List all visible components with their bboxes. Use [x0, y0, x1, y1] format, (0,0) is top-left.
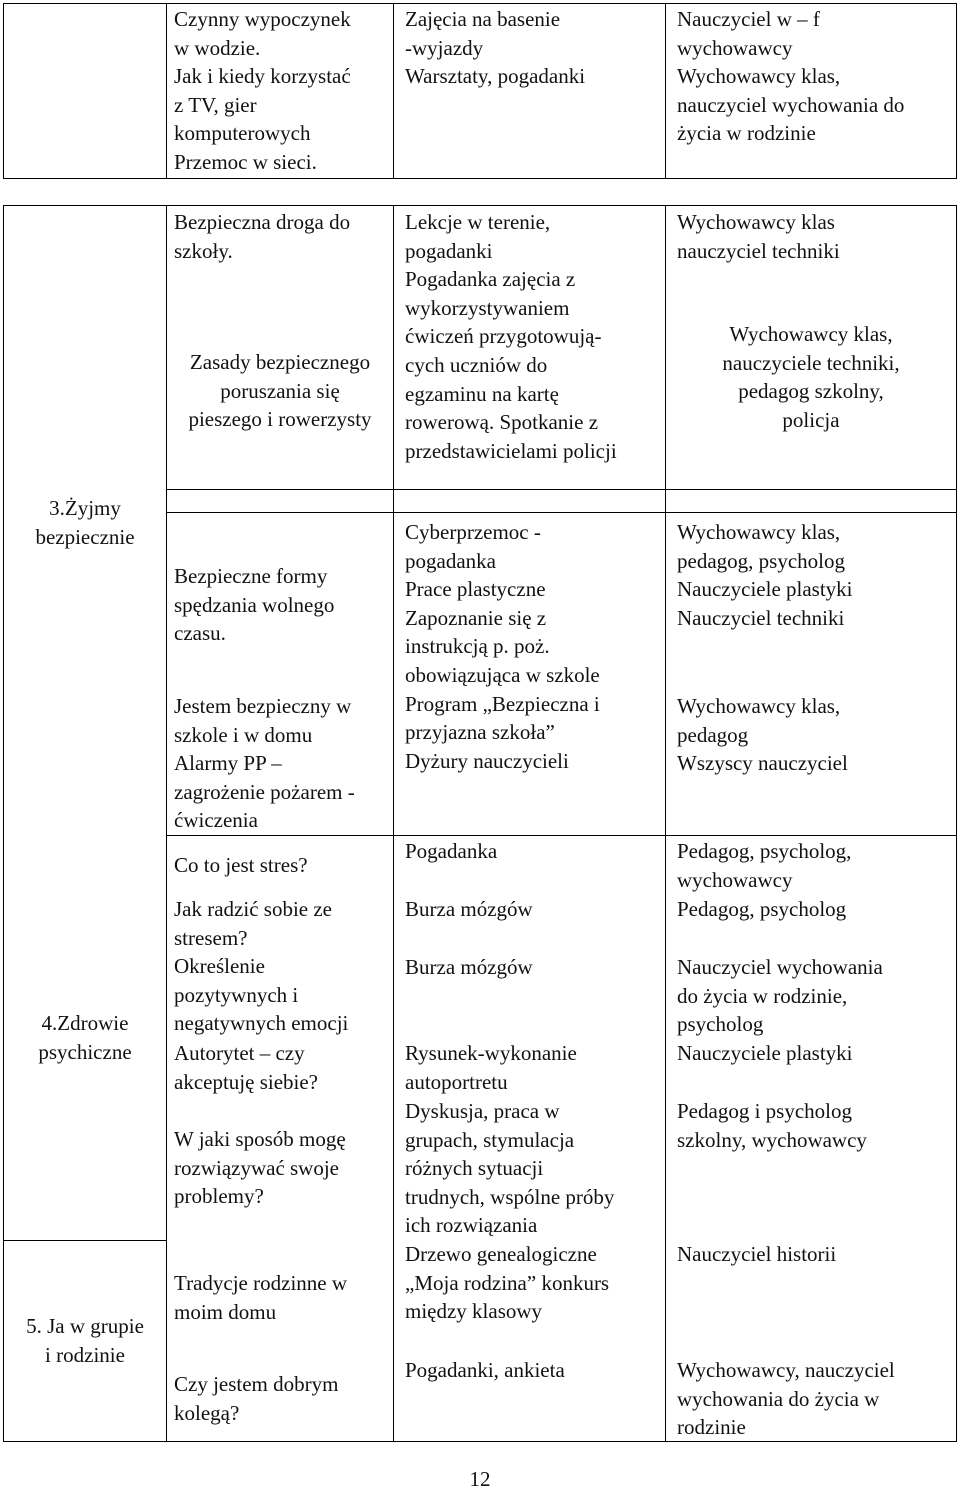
table-border [665, 3, 666, 179]
row-divider [3, 1240, 166, 1241]
form-cell-text: Pogadanka [405, 839, 498, 863]
table-border [3, 3, 957, 4]
table-border [166, 3, 167, 179]
form-cell-text: Burza mózgów [405, 955, 533, 979]
responsible-cell-text: Nauczyciel wychowania do życia w rodzinie, psycholog [677, 955, 883, 1037]
topic-cell-text: Czynny wypoczynek w wodzie. Jak i kiedy korzystać z TV, gier komputerowych Przemoc w sieci. [174, 7, 351, 174]
form-cell-text: Dyskusja, praca w grupach, stymulacja różnych sytuacji trudnych, wspólne próby ich rozwiązania [405, 1099, 615, 1238]
table-border [956, 205, 957, 1442]
topic-cell-text: Autorytet – czy akceptuję siebie? [174, 1041, 319, 1094]
responsible-cell-text: Pedagog, psycholog, wychowawcy [677, 839, 852, 892]
area-label-safety: 3.Żyjmy bezpiecznie [35, 496, 135, 549]
form-cell-text: Drzewo genealogiczne „Moja rodzina” konkurs między klasowy [405, 1242, 610, 1324]
topic-cell-text: Bezpieczne formy spędzania wolnego czasu. [174, 564, 335, 646]
responsible-cell-text: Wychowawcy klas nauczyciel techniki [677, 210, 840, 263]
responsible-cell-text: Nauczyciel w – f wychowawcy [677, 7, 820, 60]
topic-cell-text: Bezpieczna droga do szkoły. [174, 210, 351, 263]
form-cell-text: Cyberprzemoc - pogadanka Prace plastyczne Zapoznanie się z instrukcją p. poż. obowiązująca w szkole Program „Bezpieczna i przyjazna szkoła” Dyżury nauczycieli [405, 520, 600, 773]
responsible-cell-text: Wychowawcy, nauczyciel wychowania do życia w rodzinie [677, 1358, 895, 1440]
topic-cell-text: Co to jest stres? [174, 853, 308, 877]
responsible-cell-text: Pedagog i psycholog szkolny, wychowawcy [677, 1099, 867, 1152]
responsible-cell-text: Wychowawcy klas, pedagog Wszyscy nauczyciel [677, 694, 848, 776]
responsible-cell-text: Nauczyciel historii [677, 1242, 837, 1266]
topic-cell-text: Jak radzić sobie ze stresem? Określenie pozytywnych i negatywnych emocji [174, 897, 349, 1036]
topic-cell-text: Jestem bezpieczny w szkole i w domu Alarmy PP – zagrożenie pożarem - ćwiczenia [174, 694, 355, 833]
form-cell-text: Warsztaty, pogadanki [405, 64, 586, 88]
form-cell-text: Lekcje w terenie, pogadanki Pogadanka zajęcia z wykorzystywaniem ćwiczeń przygotowują- cych uczniów do egzaminu na kartę rowerową. Spotkanie z przedstawicielami policji [405, 210, 617, 463]
row-divider [166, 835, 957, 836]
table-border [393, 3, 394, 179]
responsible-cell-text: Pedagog, psycholog [677, 897, 847, 921]
form-cell-text: Zajęcia na basenie -wyjazdy [405, 7, 561, 60]
page-number: 12 [469, 1467, 491, 1491]
table-border [393, 205, 394, 1442]
table-border [3, 205, 4, 1442]
topic-cell-text: Czy jestem dobrym kolegą? [174, 1372, 339, 1425]
form-cell-text: Pogadanki, ankieta [405, 1358, 565, 1382]
table-border [3, 205, 957, 206]
topic-cell-text: Tradycje rodzinne w moim domu [174, 1271, 348, 1324]
topic-cell-text: W jaki sposób mogę rozwiązywać swoje problemy? [174, 1127, 346, 1209]
area-label-group-family: 5. Ja w grupie i rodzinie [26, 1314, 144, 1367]
responsible-cell-text: Wychowawcy klas, nauczyciel wychowania do życia w rodzinie [677, 64, 905, 146]
form-cell-text: Burza mózgów [405, 897, 533, 921]
responsible-cell-text: Wychowawcy klas, nauczyciele techniki, pedagog szkolny, policja [722, 322, 900, 432]
topic-cell-text: Zasady bezpiecznego poruszania się pieszego i rowerzysty [188, 350, 372, 432]
row-divider [166, 489, 957, 490]
table-border [3, 3, 4, 179]
area-label-mental-health: 4.Zdrowie psychiczne [38, 1011, 132, 1064]
responsible-cell-text: Wychowawcy klas, pedagog, psycholog Nauczyciele plastyki Nauczyciel techniki [677, 520, 853, 630]
row-divider [166, 512, 957, 513]
table-border [956, 3, 957, 179]
form-cell-text: Rysunek-wykonanie autoportretu [405, 1041, 577, 1094]
responsible-cell-text: Nauczyciele plastyki [677, 1041, 853, 1065]
table-border [3, 178, 957, 179]
